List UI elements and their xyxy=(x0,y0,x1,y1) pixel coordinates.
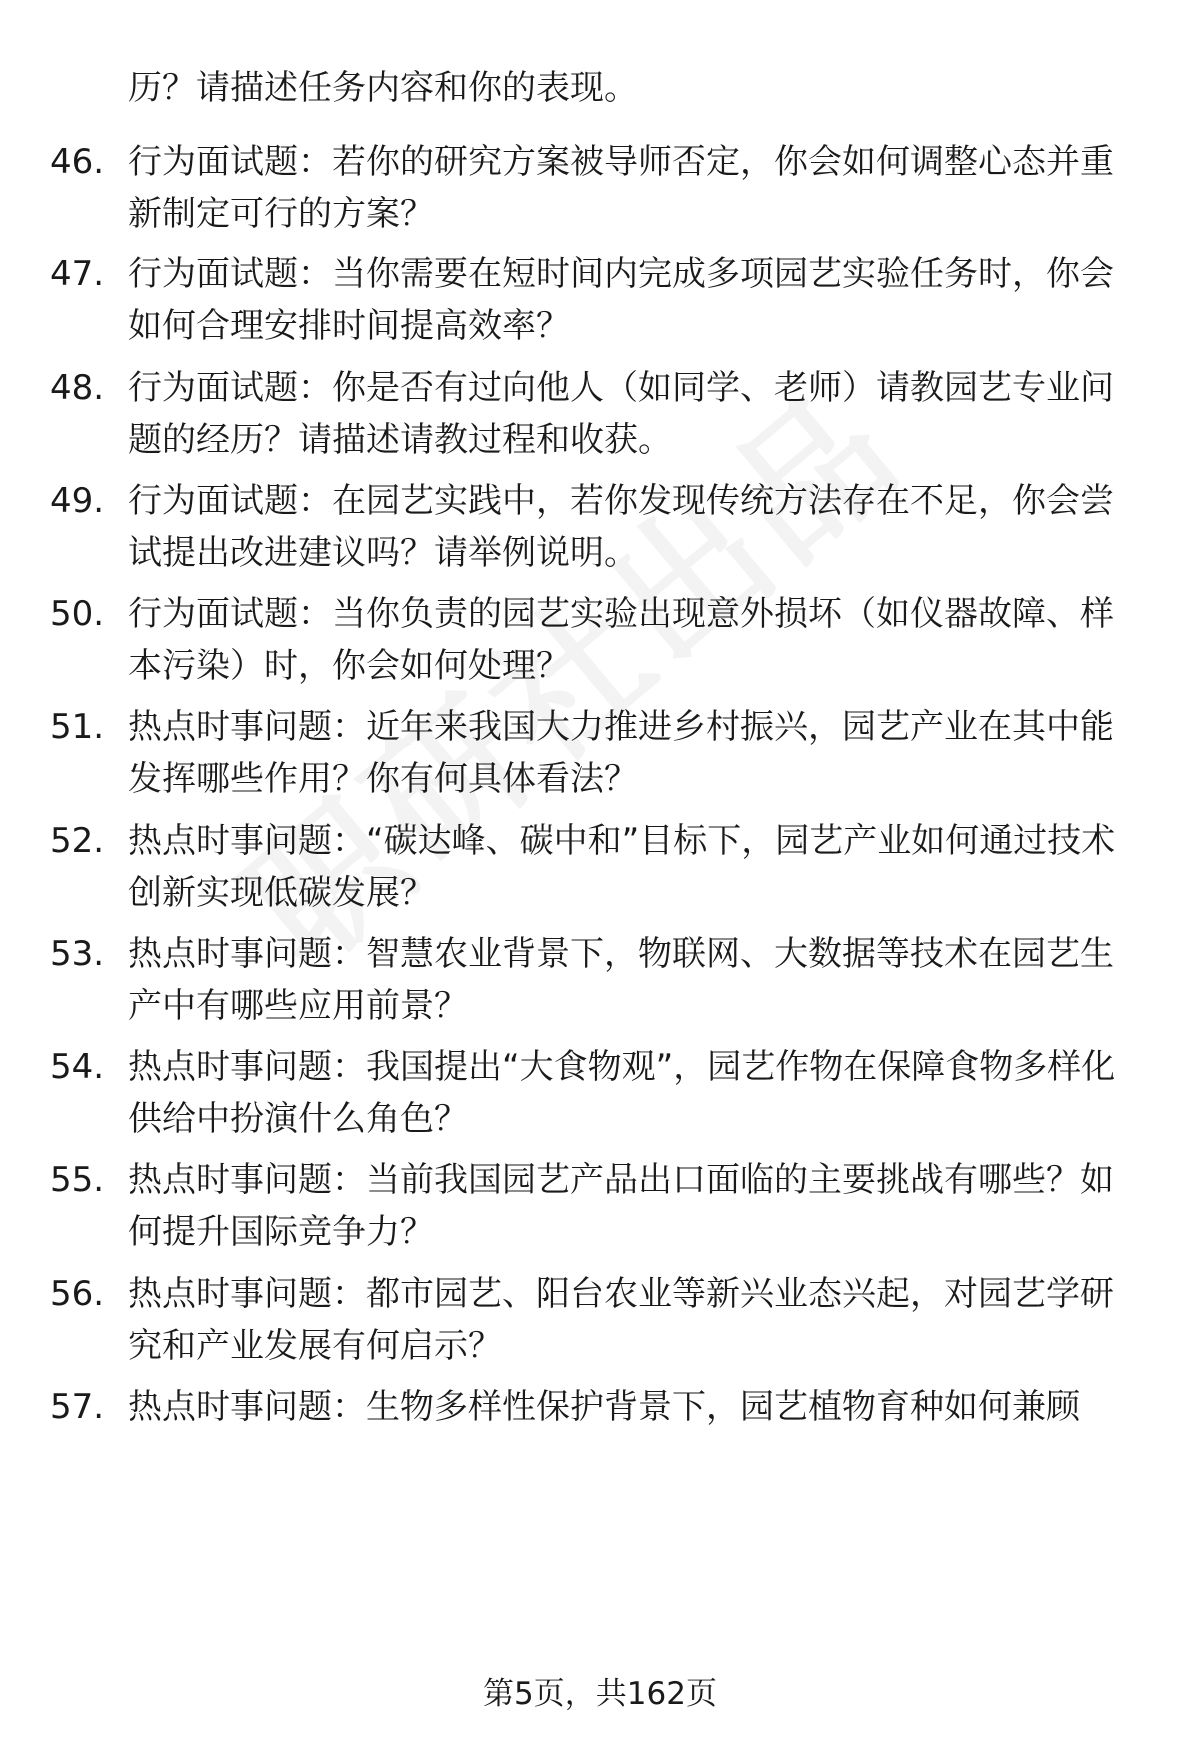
item-text: 热点时事问题：当前我国园艺产品出口面临的主要挑战有哪些？如何提升国际竞争力？ xyxy=(128,1160,1114,1252)
item-text: 行为面试题：当你负责的园艺实验出现意外损坏（如仪器故障、样本污染）时，你会如何处理？ xyxy=(128,594,1114,686)
item-number: 50. xyxy=(50,594,105,634)
item-number: 57. xyxy=(50,1387,105,1427)
list-item xyxy=(0,1381,1200,1437)
item-text: 行为面试题：若你的研究方案被导师否定，你会如何调整心态并重新制定可行的方案？ xyxy=(128,142,1114,234)
item-number: 51. xyxy=(50,707,105,747)
list-item xyxy=(0,475,1200,585)
list-item xyxy=(0,588,1200,698)
item-number: 52. xyxy=(50,821,105,861)
item-number: 54. xyxy=(50,1047,105,1087)
list-item xyxy=(0,815,1200,925)
item-text: 行为面试题：当你需要在短时间内完成多项园艺实验任务时，你会如何合理安排时间提高效率？ xyxy=(128,254,1114,346)
item-text: 热点时事问题：我国提出“大食物观”，园艺作物在保障食物多样化供给中扮演什么角色？ xyxy=(128,1047,1116,1139)
item-text: 热点时事问题：“碳达峰、碳中和”目标下，园艺产业如何通过技术创新实现低碳发展？ xyxy=(128,821,1116,913)
item-number: 55. xyxy=(50,1160,105,1200)
item-number: 48. xyxy=(50,368,105,408)
item-text: 行为面试题：在园艺实践中，若你发现传统方法存在不足，你会尝试提出改进建议吗？请举例说明。 xyxy=(128,481,1114,573)
item-number: 49. xyxy=(50,481,105,521)
list-item xyxy=(0,928,1200,1038)
list-item xyxy=(0,362,1200,472)
item-text: 热点时事问题：近年来我国大力推进乡村振兴，园艺产业在其中能发挥哪些作用？你有何具体看法？ xyxy=(128,707,1114,799)
list-item xyxy=(0,1268,1200,1378)
item-number: 47. xyxy=(50,254,105,294)
list-item xyxy=(0,248,1200,358)
item-text: 行为面试题：你是否有过向他人（如同学、老师）请教园艺专业问题的经历？请描述请教过程和收获。 xyxy=(128,368,1114,460)
list-item xyxy=(0,1154,1200,1264)
page-footer: 第5页，共162页 xyxy=(483,1676,717,1712)
list-item xyxy=(0,701,1200,811)
item-number: 53. xyxy=(50,934,105,974)
list-item xyxy=(0,1041,1200,1151)
item-text: 热点时事问题：生物多样性保护背景下，园艺植物育种如何兼顾 xyxy=(128,1387,1080,1427)
item-text: 热点时事问题：智慧农业背景下，物联网、大数据等技术在园艺生产中有哪些应用前景？ xyxy=(128,934,1114,1026)
item-number: 46. xyxy=(50,142,105,182)
list-item xyxy=(0,136,1200,246)
item-text: 热点时事问题：都市园艺、阳台农业等新兴业态兴起，对园艺学研究和产业发展有何启示？ xyxy=(128,1274,1114,1366)
item-number: 56. xyxy=(50,1274,105,1314)
continuation-text: 历？请描述任务内容和你的表现。 xyxy=(128,68,638,108)
